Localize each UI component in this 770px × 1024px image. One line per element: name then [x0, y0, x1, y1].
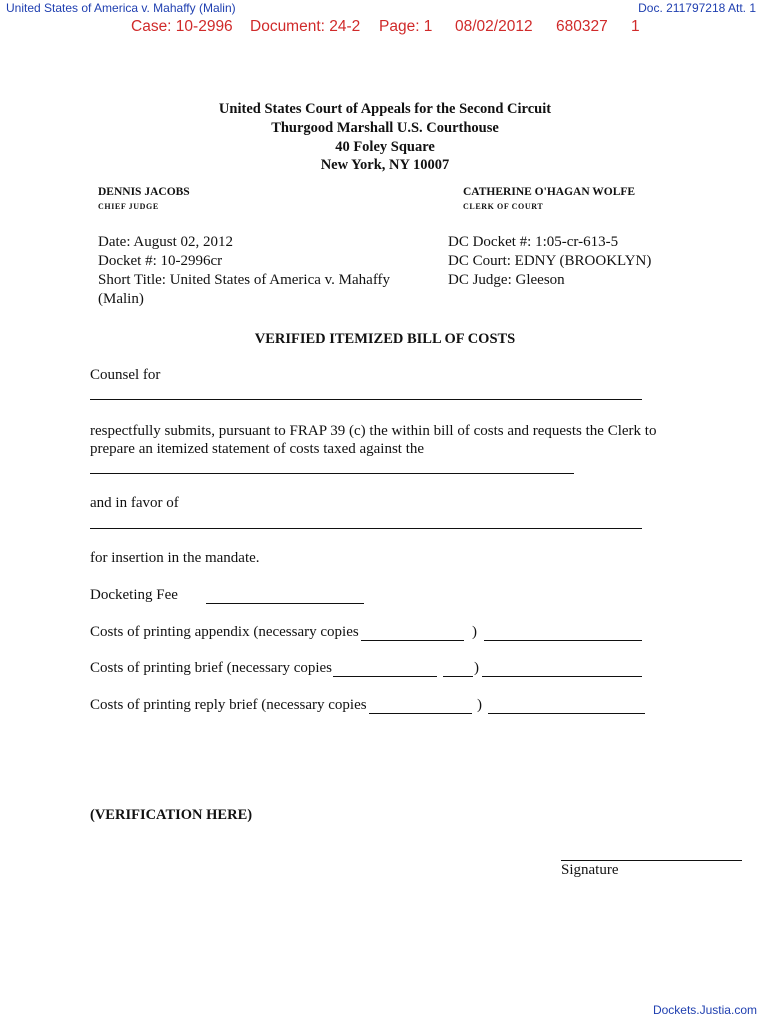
signature-label: Signature — [561, 862, 619, 878]
dc-docket: DC Docket #: 1:05-cr-613-5 — [448, 234, 619, 250]
docketing-fee-blank[interactable] — [206, 603, 364, 604]
form-title: VERIFIED ITEMIZED BILL OF COSTS — [254, 331, 516, 347]
chief-judge-title: CHIEF JUDGE — [98, 202, 159, 211]
dc-judge: DC Judge: Gleeson — [448, 272, 565, 288]
in-favor-label: and in favor of — [90, 495, 179, 511]
docketing-fee-label: Docketing Fee — [90, 587, 178, 603]
appendix-amount-blank[interactable] — [484, 640, 642, 641]
brief-extra-blank[interactable] — [443, 676, 473, 677]
stamp-case: Case: 10-2996 — [131, 18, 233, 35]
short-title: Short Title: United States of America v. Mahaffy — [98, 272, 391, 288]
reply-brief-amount-blank[interactable] — [488, 713, 645, 714]
chief-judge-name: DENNIS JACOBS — [98, 186, 190, 198]
in-favor-blank[interactable] — [90, 528, 642, 529]
court-city: New York, NY 10007 — [320, 157, 450, 173]
docket-number: Docket #: 10-2996cr — [98, 253, 223, 269]
submits-text-continued: prepare an itemized statement of costs taxed against the — [90, 441, 425, 457]
appendix-label: Costs of printing appendix (necessary copies — [90, 624, 359, 640]
counsel-for-blank[interactable] — [90, 399, 642, 400]
insertion-text: for insertion in the mandate. — [90, 550, 260, 566]
stamp-count: 1 — [631, 18, 640, 35]
counsel-for-label: Counsel for — [90, 367, 161, 383]
clerk-title: CLERK OF COURT — [463, 202, 544, 211]
clerk-name: CATHERINE O'HAGAN WOLFE — [463, 186, 636, 198]
short-title-continued: (Malin) — [98, 291, 144, 307]
verification-heading: (VERIFICATION HERE) — [90, 807, 253, 823]
submits-text: respectfully submits, pursuant to FRAP 39 (c) the within bill of costs and requests the Clerk to — [90, 423, 657, 439]
filing-date: Date: August 02, 2012 — [98, 234, 233, 250]
brief-close-paren: ) — [474, 660, 479, 676]
stamp-date: 08/02/2012 — [455, 18, 533, 35]
taxed-against-blank[interactable] — [90, 473, 574, 474]
brief-amount-blank[interactable] — [482, 676, 642, 677]
reply-brief-close-paren: ) — [477, 697, 482, 713]
appendix-close-paren: ) — [472, 624, 477, 640]
stamp-document: Document: 24-2 — [250, 18, 361, 35]
doc-reference-link[interactable]: Doc. 211797218 Att. 1 — [638, 1, 756, 15]
stamp-page: Page: 1 — [379, 18, 433, 35]
brief-copies-blank[interactable] — [333, 676, 437, 677]
courthouse-name: Thurgood Marshall U.S. Courthouse — [271, 120, 499, 136]
brief-label: Costs of printing brief (necessary copies — [90, 660, 333, 676]
reply-brief-label: Costs of printing reply brief (necessary copies — [90, 697, 367, 713]
signature-line[interactable] — [561, 860, 742, 861]
appendix-copies-blank[interactable] — [361, 640, 464, 641]
stamp-id: 680327 — [556, 18, 608, 35]
case-caption-link[interactable]: United States of America v. Mahaffy (Malin) — [6, 1, 236, 15]
court-street: 40 Foley Square — [335, 139, 435, 155]
reply-brief-copies-blank[interactable] — [369, 713, 472, 714]
dc-court: DC Court: EDNY (BROOKLYN) — [448, 253, 652, 269]
court-name: United States Court of Appeals for the Second Circuit — [218, 101, 552, 117]
justia-footer-link[interactable]: Dockets.Justia.com — [652, 1003, 757, 1017]
